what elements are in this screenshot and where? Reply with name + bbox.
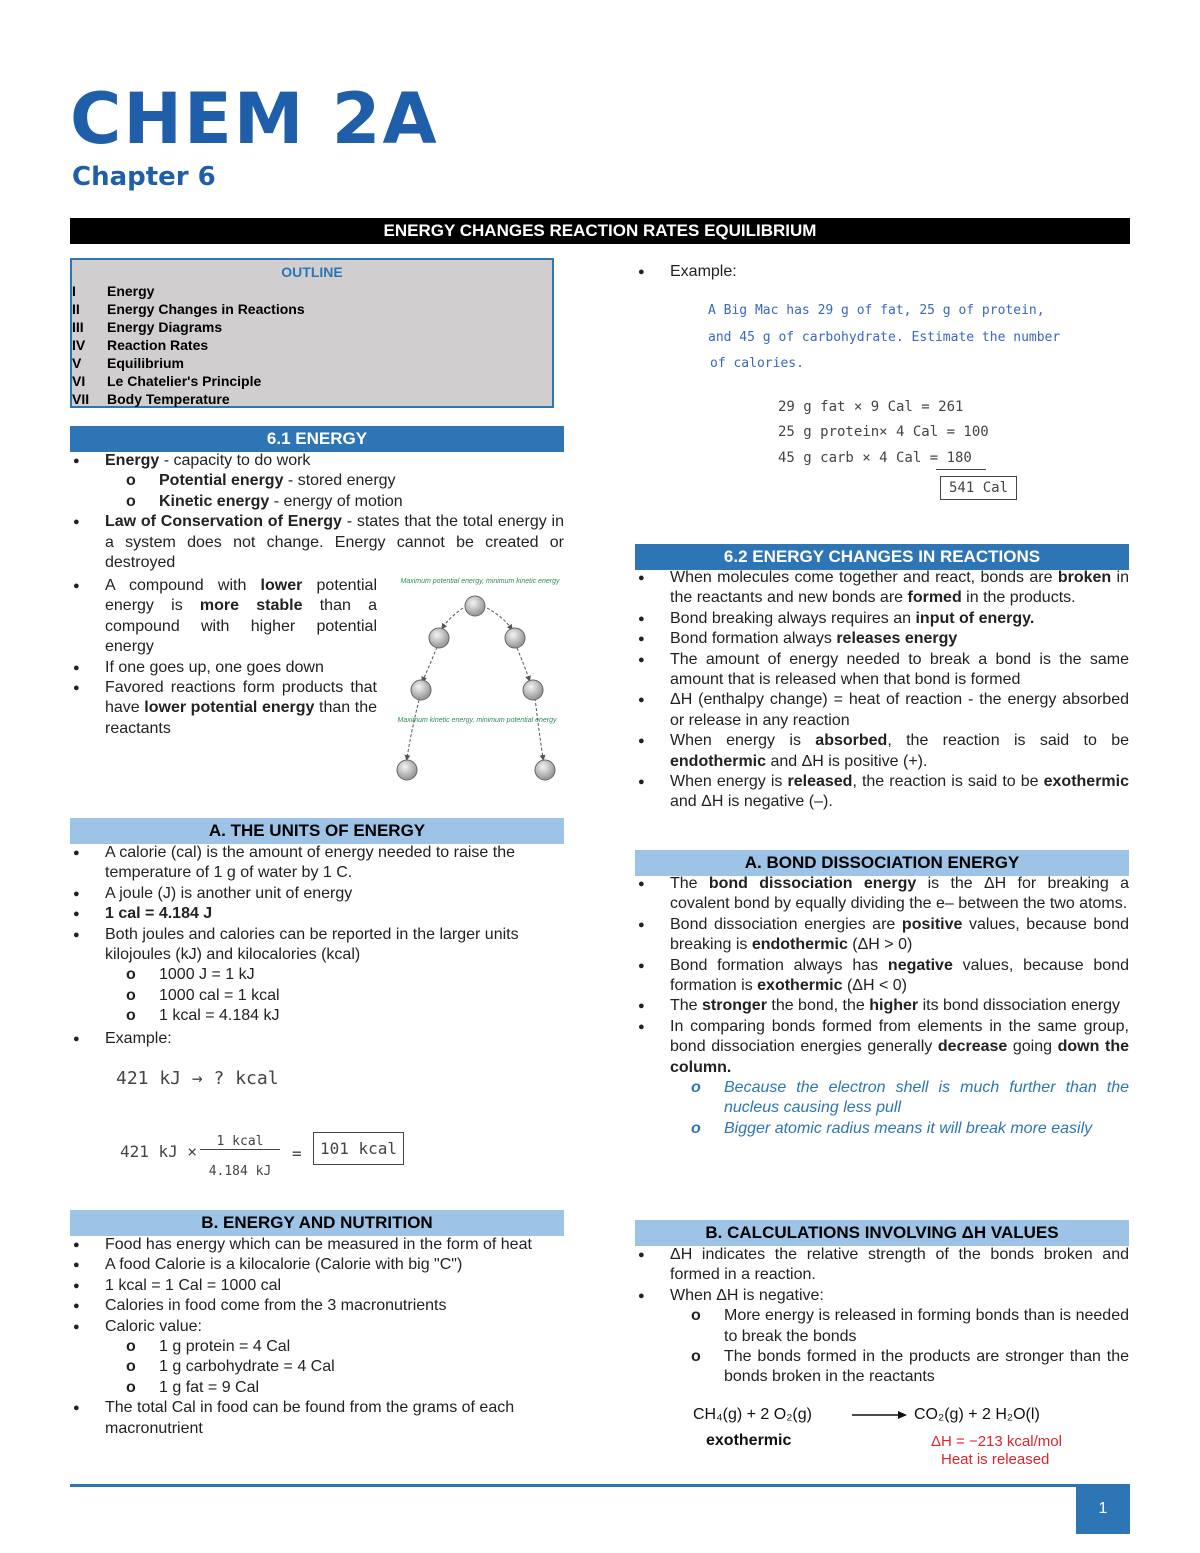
list-item: o Kinetic energy - energy of motion xyxy=(70,492,564,512)
handwritten-equals: = xyxy=(292,1144,302,1163)
list-item: ● A joule (J) is another unit of energy xyxy=(70,884,564,904)
handwritten-problem-line: A Big Mac has 29 g of fat, 25 g of protein, xyxy=(708,303,1045,318)
list-item: ● Favored reactions form products that have lower potential energy than the reactants xyxy=(70,678,377,739)
section-heading-bond-dissociation: A. BOND DISSOCIATION ENERGY xyxy=(635,850,1129,876)
ball xyxy=(411,680,431,700)
list-item: ● When ΔH is negative: xyxy=(635,1286,1129,1306)
energy-bullets xyxy=(70,451,564,573)
units-bullets xyxy=(70,843,564,1049)
page-number: 1 xyxy=(1076,1484,1130,1534)
topic-banner: ENERGY CHANGES REACTION RATES EQUILIBRIUM xyxy=(70,218,1130,244)
outline-label: Energy Diagrams xyxy=(107,319,223,335)
list-item: ● Example: xyxy=(635,262,1129,282)
ball xyxy=(429,628,449,648)
outline-item xyxy=(72,336,552,354)
list-item: ● ΔH (enthalpy change) = heat of reaction - the energy absorbed or release in any reaction xyxy=(635,690,1129,731)
list-item: o 1 g protein = 4 Cal xyxy=(70,1337,564,1357)
list-item: ● A calorie (cal) is the amount of energy needed to raise the temperature of 1 g of water by 1 C. xyxy=(70,843,564,884)
list-item: o Potential energy - stored energy xyxy=(70,471,564,491)
outline-box xyxy=(70,258,554,408)
list-item: ● If one goes up, one goes down xyxy=(70,658,377,678)
list-item: o The bonds formed in the products are stronger than the bonds broken in the reactants xyxy=(635,1347,1129,1388)
example-bullet xyxy=(635,262,1129,282)
outline-label: Reaction Rates xyxy=(107,337,209,353)
list-item: ● 1 cal = 4.184 J xyxy=(70,904,564,924)
outline-item xyxy=(72,318,552,336)
outline-item xyxy=(72,282,552,300)
outline-item xyxy=(72,354,552,372)
stability-bullets xyxy=(70,576,377,739)
list-item: ● When energy is released, the reaction is said to be exothermic and ΔH is negative (–). xyxy=(635,772,1129,813)
nutrition-bullets xyxy=(70,1235,564,1439)
list-item: ● In comparing bonds formed from elements in the same group, bond dissociation energies generally decrease going down the column. xyxy=(635,1017,1129,1078)
outline-label: Equilibrium xyxy=(107,355,184,371)
list-item: ● The total Cal in food can be found from the grams of each macronutrient xyxy=(70,1398,564,1439)
list-item: ● The stronger the bond, the higher its bond dissociation energy xyxy=(635,996,1129,1016)
footer-rule xyxy=(70,1484,1130,1487)
list-item: ● Calories in food come from the 3 macronutrients xyxy=(70,1296,564,1316)
list-item: o 1 g fat = 9 Cal xyxy=(70,1378,564,1398)
handwritten-calc-line: 25 g protein× 4 Cal = 100 xyxy=(778,424,989,440)
outline-label: Le Chatelier's Principle xyxy=(107,373,262,389)
sum-line xyxy=(936,469,986,470)
outline-label: Energy Changes in Reactions xyxy=(107,301,305,317)
outline-num: II xyxy=(72,301,80,317)
list-item: ● Bond breaking always requires an input of energy. xyxy=(635,609,1129,629)
list-item: ● Example: xyxy=(70,1029,564,1049)
list-item: o 1000 cal = 1 kcal xyxy=(70,986,564,1006)
chapter-label: Chapter 6 xyxy=(72,162,216,192)
handwritten-question: 421 kJ → ? kcal xyxy=(116,1068,279,1089)
outline-item xyxy=(72,390,552,408)
list-item: ● When molecules come together and react, bonds are broken in the reactants and new bonds are formed in the products. xyxy=(635,568,1129,609)
list-item: ● When energy is absorbed, the reaction is said to be endothermic and ΔH is positive (+). xyxy=(635,731,1129,772)
list-item: ● ΔH indicates the relative strength of the bonds broken and formed in a reaction. xyxy=(635,1245,1129,1286)
handwritten-denominator: 4.184 kJ xyxy=(208,1164,272,1179)
handwritten-total: 541 Cal xyxy=(940,476,1017,500)
list-item: o More energy is released in forming bonds than is needed to break the bonds xyxy=(635,1306,1129,1347)
delta-h-value: ΔH = −213 kcal/mol xyxy=(931,1433,1062,1450)
section-heading-energy-changes: 6.2 ENERGY CHANGES IN REACTIONS xyxy=(635,544,1129,570)
outline-item xyxy=(72,300,552,318)
list-item: ● Food has energy which can be measured in the form of heat xyxy=(70,1235,564,1255)
list-item: ● Bond dissociation energies are positive values, because bond breaking is endothermic (ΔH > 0) xyxy=(635,915,1129,956)
outline-num: III xyxy=(72,319,84,335)
reaction-reactants: CH₄(g) + 2 O₂(g) xyxy=(693,1406,812,1423)
handwritten-problem-line: and 45 g of carbohydrate. Estimate the number xyxy=(708,330,1061,345)
section-heading-nutrition: B. ENERGY AND NUTRITION xyxy=(70,1210,564,1236)
handwritten-problem-line: of calories. xyxy=(710,356,804,371)
handwritten-answer: 101 kcal xyxy=(313,1132,404,1165)
list-item: ● A compound with lower potential energy is more stable than a compound with higher potential energy xyxy=(70,576,377,658)
section-heading-units: A. THE UNITS OF ENERGY xyxy=(70,818,564,844)
outline-num: IV xyxy=(72,337,86,353)
outline-label: Body Temperature xyxy=(107,391,230,407)
ball xyxy=(397,760,417,780)
section-heading-calculations: B. CALCULATIONS INVOLVING ΔH VALUES xyxy=(635,1220,1129,1246)
list-item: o 1 kcal = 4.184 kJ xyxy=(70,1006,564,1026)
diagram-label-bottom: Maximum kinetic energy, minimum potential energy xyxy=(397,717,557,724)
section-heading-energy: 6.1 ENERGY xyxy=(70,426,564,452)
handwritten-calc-line: 29 g fat × 9 Cal = 261 xyxy=(778,399,964,415)
bond-dissociation-bullets xyxy=(635,874,1129,1139)
list-item: ● 1 kcal = 1 Cal = 1000 cal xyxy=(70,1276,564,1296)
handwritten-work: 421 kJ × xyxy=(120,1142,198,1161)
page-title: CHEM 2A xyxy=(70,78,439,160)
list-item: ● The bond dissociation energy is the ΔH for breaking a covalent bond by equally dividing the e– between the two atoms. xyxy=(635,874,1129,915)
handwritten-numerator: 1 kcal xyxy=(200,1134,280,1150)
handwritten-calc-line: 45 g carb × 4 Cal = 180 xyxy=(778,450,972,466)
ball xyxy=(535,760,555,780)
ball xyxy=(523,680,543,700)
list-item: o 1000 J = 1 kJ xyxy=(70,965,564,985)
list-item: ● Bond formation always has negative values, because bond formation is exothermic (ΔH < 0) xyxy=(635,956,1129,997)
list-item: ● Energy - capacity to do work xyxy=(70,451,564,471)
reaction-products: CO₂(g) + 2 H₂O(l) xyxy=(914,1406,1040,1423)
list-item: ● The amount of energy needed to break a bond is the same amount that is released when that bond is formed xyxy=(635,650,1129,691)
ball xyxy=(465,596,485,616)
outline-heading: OUTLINE xyxy=(281,264,343,280)
list-item: o 1 g carbohydrate = 4 Cal xyxy=(70,1357,564,1377)
list-item: ● Bond formation always releases energy xyxy=(635,629,1129,649)
list-item: o Because the electron shell is much further than the nucleus causing less pull xyxy=(635,1078,1129,1119)
outline-item xyxy=(72,372,552,390)
ball xyxy=(505,628,525,648)
list-item: ● Caloric value: xyxy=(70,1317,564,1337)
outline-num: V xyxy=(72,355,82,371)
potential-kinetic-diagram xyxy=(395,572,565,784)
exothermic-label: exothermic xyxy=(706,1432,792,1449)
list-item: ● Both joules and calories can be reported in the larger units kilojoules (kJ) and kilocalories (kcal) xyxy=(70,925,564,966)
outline-num: I xyxy=(72,283,76,299)
outline-num: VII xyxy=(72,391,90,407)
outline-label: Energy xyxy=(107,283,155,299)
calculations-bullets xyxy=(635,1245,1129,1388)
outline-num: VI xyxy=(72,373,86,389)
list-item: ● A food Calorie is a kilocalorie (Calorie with big "C") xyxy=(70,1255,564,1275)
energy-changes-bullets xyxy=(635,568,1129,813)
reaction-arrow-icon xyxy=(852,1408,908,1422)
list-item: ● Law of Conservation of Energy - states that the total energy in a system does not change. Energy cannot be created or destroyed xyxy=(70,512,564,573)
diagram-label-top: Maximum potential energy, minimum kinetic energy xyxy=(400,578,560,585)
heat-released-label: Heat is released xyxy=(941,1451,1050,1468)
list-item: o Bigger atomic radius means it will break more easily xyxy=(635,1119,1129,1139)
